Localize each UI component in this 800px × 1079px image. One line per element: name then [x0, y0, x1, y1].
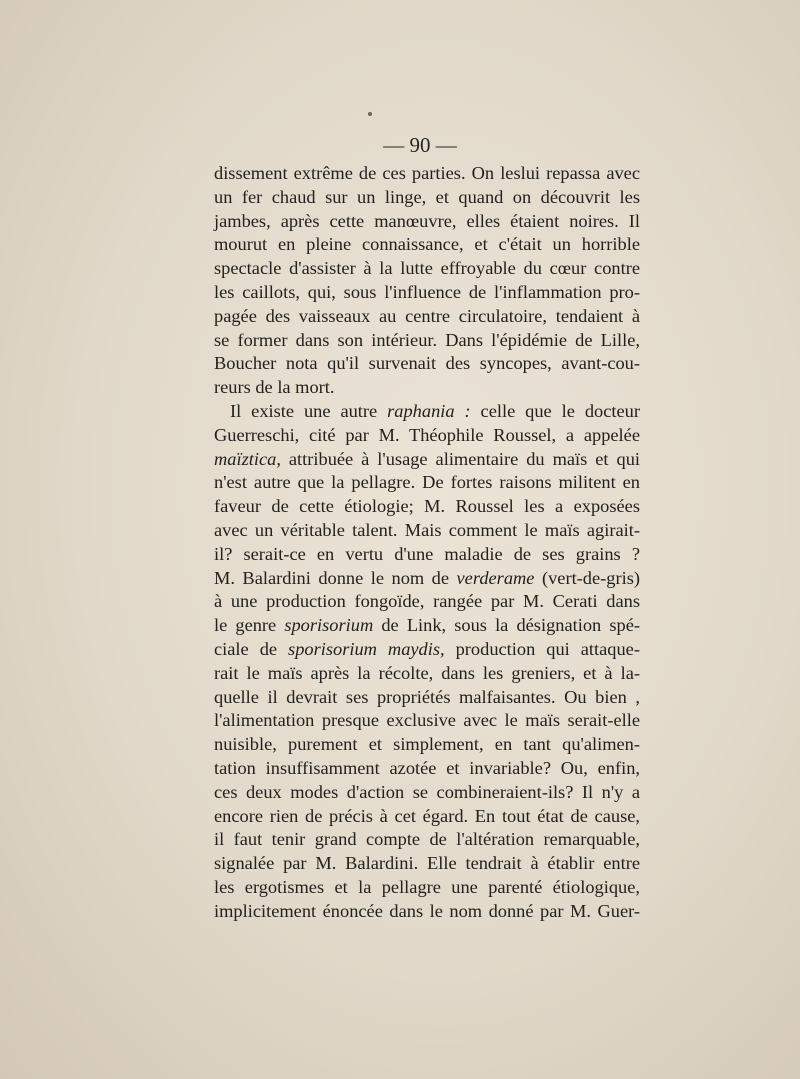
text-run: signalée par M. Balardini. Elle tendrait à établir entre	[214, 853, 640, 874]
text-line	[214, 257, 640, 281]
text-line	[214, 590, 640, 614]
text-run: faveur de cette étiologie; M. Roussel les a exposées	[214, 496, 640, 517]
text-run: Boucher nota qu'il survenait des syncopes, avant-cou-	[214, 353, 640, 374]
ink-speck	[368, 112, 372, 116]
text-run: ces deux modes d'action se combineraient-ils? Il n'y a	[214, 781, 640, 802]
text-line	[214, 781, 640, 805]
text-line	[214, 805, 640, 829]
text-run: se former dans son intérieur. Dans l'épidémie de Lille,	[214, 329, 640, 350]
text-line	[214, 614, 640, 638]
text-line	[214, 733, 640, 757]
text-line	[214, 186, 640, 210]
text-run: spectacle d'assister à la lutte effroyable du cœur contre	[214, 258, 640, 279]
text-run: n'est autre que la pellagre. De fortes raisons militent en	[214, 472, 640, 493]
text-run: implicitement énoncée dans le nom donné par M. Guer-	[214, 900, 640, 921]
text-run: rait le maïs après la récolte, dans les greniers, et à la-	[214, 662, 640, 683]
text-line	[214, 662, 640, 686]
text-line	[214, 876, 640, 900]
text-run: le genre	[214, 615, 285, 636]
text-run: pagée des vaisseaux au centre circulatoire, tendaient à	[214, 305, 640, 326]
text-run: tation insuffisamment azotée et invariable? Ou, enfin,	[214, 757, 640, 778]
text-run: il? serait-ce en vertu d'une maladie de ses grains ?	[214, 543, 640, 564]
text-run: Il existe une autre	[230, 400, 388, 421]
text-run: M. Balardini donne le nom de	[214, 567, 457, 588]
text-run: de Link, sous la désignation spé-	[373, 615, 640, 636]
italic-text: maïztica,	[214, 448, 281, 469]
page-number: — 90 —	[383, 133, 457, 157]
text-line	[214, 567, 640, 591]
text-line	[214, 638, 640, 662]
text-run: les ergotismes et la pellagre une parenté étiologique,	[214, 876, 640, 897]
text-run: celle que le docteur	[470, 400, 640, 421]
text-line	[214, 828, 640, 852]
text-run: production qui attaque-	[444, 638, 640, 659]
text-line	[214, 162, 640, 186]
text-line	[214, 757, 640, 781]
text-run: (vert-de-gris)	[534, 567, 640, 588]
text-run: les caillots, qui, sous l'influence de l'inflammation pro-	[214, 281, 640, 302]
text-run: encore rien de précis à cet égard. En tout état de cause,	[214, 805, 640, 826]
text-line	[214, 424, 640, 448]
text-run: attribuée à l'usage alimentaire du maïs et qui	[280, 448, 640, 469]
text-line	[214, 495, 640, 519]
text-line	[214, 210, 640, 234]
text-line	[214, 400, 640, 424]
text-run: dissement extrême de ces parties. On leslui repassa avec	[214, 163, 640, 183]
italic-text: sporisorium	[284, 615, 374, 636]
text-run: jambes, après cette manœuvre, elles étaient noires. Il	[214, 210, 640, 231]
text-run: à une production fongoïde, rangée par M. Cerati dans	[214, 591, 640, 612]
text-line	[214, 471, 640, 495]
text-line	[214, 376, 640, 400]
text-line	[214, 352, 640, 376]
text-run: mourut en pleine connaissance, et c'était un horrible	[214, 234, 640, 255]
body-text	[214, 162, 640, 924]
italic-text: sporisorium maydis,	[288, 638, 445, 659]
text-run: quelle il devrait ses propriétés malfaisantes. Ou bien ,	[214, 686, 640, 707]
text-run: Guerreschi, cité par M. Théophile Roussel, a appelée	[214, 424, 640, 445]
text-line	[214, 852, 640, 876]
text-run: ciale de	[214, 638, 289, 659]
text-line	[214, 305, 640, 329]
text-run: reurs de la mort.	[214, 377, 335, 398]
text-run: avec un véritable talent. Mais comment le maïs agirait-	[214, 519, 640, 540]
text-line	[214, 543, 640, 567]
text-run: un fer chaud sur un linge, et quand on découvrit les	[214, 186, 640, 207]
text-line	[214, 519, 640, 543]
text-line	[214, 709, 640, 733]
text-line	[214, 329, 640, 353]
italic-text: raphania :	[387, 400, 471, 421]
text-line	[214, 233, 640, 257]
text-run: l'alimentation presque exclusive avec le maïs serait-elle	[214, 710, 640, 731]
text-line	[214, 900, 640, 924]
text-run: nuisible, purement et simplement, en tant qu'alimen-	[214, 734, 640, 755]
text-line	[214, 686, 640, 710]
text-line	[214, 448, 640, 472]
text-line	[214, 281, 640, 305]
text-run: il faut tenir grand compte de l'altération remarquable,	[214, 829, 640, 850]
italic-text: verderame	[456, 567, 535, 588]
